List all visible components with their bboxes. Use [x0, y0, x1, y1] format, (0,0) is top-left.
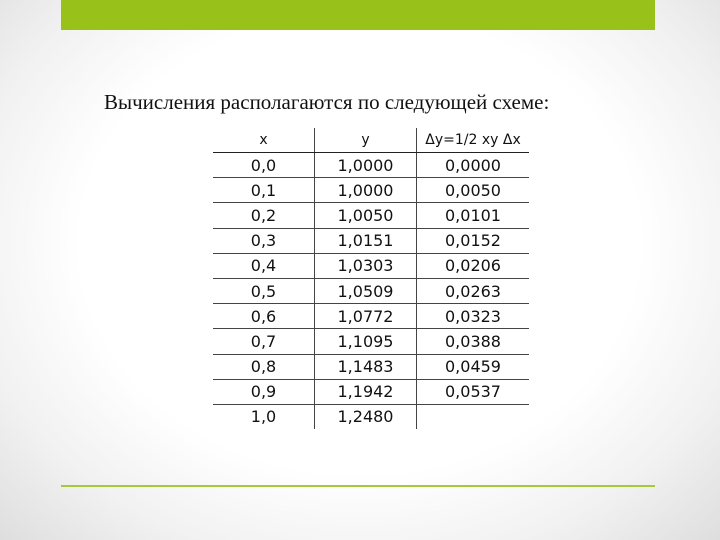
- cell-x: 0,8: [213, 354, 315, 379]
- cell-x: 0,6: [213, 304, 315, 329]
- cell-y: 1,2480: [315, 404, 417, 429]
- cell-delta-y: 0,0388: [417, 329, 530, 354]
- calculation-table: [213, 128, 529, 429]
- cell-y: 1,0000: [315, 178, 417, 203]
- bottom-divider: [61, 485, 655, 487]
- cell-x: 0,0: [213, 153, 315, 178]
- cell-delta-y: 0,0323: [417, 304, 530, 329]
- cell-y: 1,0000: [315, 153, 417, 178]
- cell-delta-y: 0,0206: [417, 253, 530, 278]
- column-header-y: y: [315, 128, 417, 153]
- table-row: [213, 178, 529, 203]
- cell-x: 0,1: [213, 178, 315, 203]
- table-row: [213, 304, 529, 329]
- column-header-delta-y: Δy=1/2 xy Δx: [417, 128, 530, 153]
- cell-delta-y: 0,0263: [417, 278, 530, 303]
- table-row: [213, 228, 529, 253]
- table-row: [213, 203, 529, 228]
- column-header-x: x: [213, 128, 315, 153]
- cell-x: 0,9: [213, 379, 315, 404]
- cell-y: 1,0509: [315, 278, 417, 303]
- cell-delta-y: 0,0459: [417, 354, 530, 379]
- cell-y: 1,1483: [315, 354, 417, 379]
- top-accent-bar: [61, 0, 655, 30]
- cell-delta-y: [417, 404, 530, 429]
- cell-x: 0,5: [213, 278, 315, 303]
- table-row: [213, 404, 529, 429]
- table-row: [213, 278, 529, 303]
- table-row: [213, 329, 529, 354]
- cell-y: 1,1095: [315, 329, 417, 354]
- slide-heading: Вычисления располагаются по следующей схеме:: [104, 90, 550, 114]
- table-row: [213, 253, 529, 278]
- cell-delta-y: 0,0152: [417, 228, 530, 253]
- cell-x: 0,3: [213, 228, 315, 253]
- table-row: [213, 153, 529, 178]
- cell-y: 1,0151: [315, 228, 417, 253]
- table-row: [213, 354, 529, 379]
- cell-y: 1,1942: [315, 379, 417, 404]
- cell-y: 1,0050: [315, 203, 417, 228]
- table-row: [213, 379, 529, 404]
- table-header-row: [213, 128, 529, 153]
- cell-delta-y: 0,0050: [417, 178, 530, 203]
- cell-x: 0,2: [213, 203, 315, 228]
- cell-x: 1,0: [213, 404, 315, 429]
- cell-delta-y: 0,0000: [417, 153, 530, 178]
- cell-y: 1,0303: [315, 253, 417, 278]
- cell-x: 0,4: [213, 253, 315, 278]
- cell-delta-y: 0,0537: [417, 379, 530, 404]
- cell-x: 0,7: [213, 329, 315, 354]
- cell-delta-y: 0,0101: [417, 203, 530, 228]
- cell-y: 1,0772: [315, 304, 417, 329]
